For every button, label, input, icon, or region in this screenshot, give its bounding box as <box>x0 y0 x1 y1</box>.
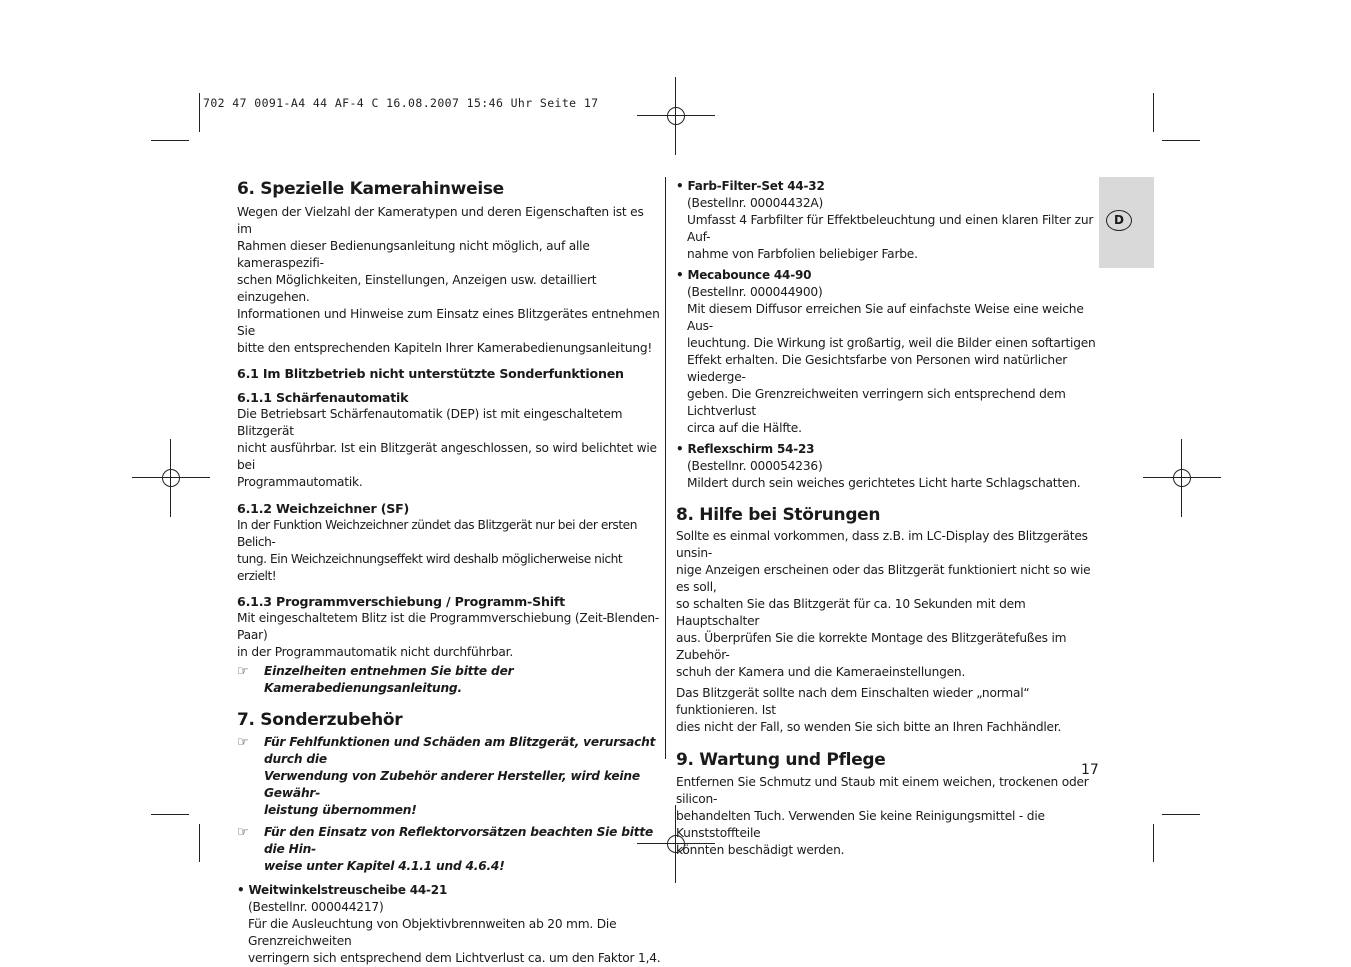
section-6-text: Wegen der Vielzahl der Kameratypen und deren Eigenschaften ist es im Rahmen dieser Bedienungsanleitung nicht möglich, auf alle kameraspezifi- schen Möglichkeiten, Einstellungen, Anzeigen usw. detailliert einzugehen. Informationen und Hinweise zum Einsatz eines Blitzgerätes entnehmen Sie bitte den entsprechenden Kapiteln Ihrer Kamerabedienungsanleitung! <box>237 205 660 355</box>
crop-mark <box>1162 140 1200 141</box>
registration-mark-icon <box>132 439 210 517</box>
section-6-1-1-text: Die Betriebsart Schärfenautomatik (DEP) ist mit eingeschaltetem Blitzgerät nicht ausführbar. Ist ein Blitzgerät angeschlossen, so wird belichtet wie bei Programmautomatik. <box>237 407 657 489</box>
print-header: 702 47 0091-A4 44 AF-4 C 16.08.2007 15:46 Uhr Seite 17 <box>203 96 599 110</box>
right-column <box>676 178 1100 859</box>
section-6-1-title: 6.1 Im Blitzbetrieb nicht unterstützte Sonderfunktionen <box>237 366 624 381</box>
crop-mark <box>1162 814 1200 815</box>
crop-mark <box>1153 824 1154 862</box>
crop-mark <box>199 93 200 132</box>
section-8-text: Sollte es einmal vorkommen, dass z.B. im LC-Display des Blitzgerätes unsin- nige Anzeigen erscheinen oder das Blitzgerät funktioniert nicht so wie es soll, so schalten Sie das Blitzgerät für ca. 10 Sekunden mit dem Hauptschalter aus. Überprüfen Sie die korrekte Montage des Blitzgerätefußes im Zubehör- schuh der Kamera und die Kameraeinstellungen. <box>676 529 1091 679</box>
accessory-item-body: (Bestellnr. 000044900) Mit diesem Diffusor erreichen Sie auf einfachste Weise eine weiche Aus- leuchtung. Die Wirkung ist großartig, weil die Bilder einen softartigen Effekt erhalten. Die Gesichtsfarbe von Personen wird natürlicher wiederge- geben. Die Grenzreichweiten verringern sich entsprechend dem Lichtverlust circa auf die Hälfte. <box>687 285 1096 435</box>
registration-mark-icon <box>637 77 715 155</box>
accessory-item-body: (Bestellnr. 000044217) Für die Ausleuchtung von Objektivbrennweiten ab 20 mm. Die Grenzreichweiten verringern sich entsprechend dem Lichtverlust ca. um den Faktor 1,4. <box>248 900 661 965</box>
section-6-1-2-text: In der Funktion Weichzeichner zündet das Blitzgerät nur bei der ersten Belich- tung. Ein Weichzeichnungseffekt wird deshalb möglicherweise nicht erzielt! <box>237 518 637 583</box>
pointing-hand-icon: ☞ <box>237 735 249 750</box>
crop-mark <box>151 814 189 815</box>
pointing-hand-icon: ☞ <box>237 825 249 840</box>
hint-note: ☞ Für den Einsatz von Reflektorvorsätzen beachten Sie bitte die Hin- weise unter Kapitel 4.1.1 und 4.6.4! <box>237 825 654 873</box>
accessory-item-name: • Reflexschirm 54-23 <box>676 442 815 456</box>
left-column <box>237 178 662 967</box>
accessory-item-name: • Mecabounce 44-90 <box>676 268 812 282</box>
page-number: 17 <box>1081 762 1099 778</box>
accessory-item-name: • Farb-Filter-Set 44-32 <box>676 179 825 193</box>
section-6-1-3-title: 6.1.3 Programmverschiebung / Programm-Shift <box>237 594 565 609</box>
section-8-text: Das Blitzgerät sollte nach dem Einschalten wieder „normal“ funktionieren. Ist dies nicht der Fall, so wenden Sie sich bitte an Ihren Fachhändler. <box>676 686 1062 734</box>
hint-note: ☞ Für Fehlfunktionen und Schäden am Blitzgerät, verursacht durch die Verwendung von Zubehör anderer Hersteller, wird keine Gewähr- leistung übernommen! <box>237 735 656 817</box>
registration-mark-icon <box>1143 439 1221 517</box>
section-9-title: 9. Wartung und Pflege <box>676 750 886 770</box>
accessory-item-name: • Weitwinkelstreuscheibe 44-21 <box>237 883 448 897</box>
section-6-1-3-text: Mit eingeschaltetem Blitz ist die Programmverschiebung (Zeit-Blenden-Paar) in der Programmautomatik nicht durchführbar. <box>237 611 660 659</box>
pointing-hand-icon: ☞ <box>237 664 249 679</box>
section-6-1-1-title: 6.1.1 Schärfenautomatik <box>237 390 409 405</box>
accessory-item-body: (Bestellnr. 000054236) Mildert durch sein weiches gerichtetes Licht harte Schlagschatten. <box>687 459 1081 490</box>
section-6-1-2-title: 6.1.2 Weichzeichner (SF) <box>237 501 410 516</box>
crop-mark <box>199 824 200 862</box>
accessory-item-body: (Bestellnr. 00004432A) Umfasst 4 Farbfilter für Effektbeleuchtung und einen klaren Filter zur Auf- nahme von Farbfolien beliebiger Farbe. <box>687 196 1094 261</box>
language-badge: D <box>1106 210 1132 231</box>
column-divider <box>665 177 666 759</box>
crop-mark <box>1153 93 1154 132</box>
section-7-title: 7. Sonderzubehör <box>237 710 403 730</box>
section-8-title: 8. Hilfe bei Störungen <box>676 505 881 525</box>
section-6-title: 6. Spezielle Kamerahinweise <box>237 179 504 199</box>
crop-mark <box>151 140 189 141</box>
hint-note: ☞ Einzelheiten entnehmen Sie bitte der Kamerabedienungsanleitung. <box>237 664 514 695</box>
section-9-text: Entfernen Sie Schmutz und Staub mit einem weichen, trockenen oder silicon- behandelten Tuch. Verwenden Sie keine Reinigungsmittel - die Kunststoffteile könnten beschädigt werden. <box>676 775 1089 857</box>
